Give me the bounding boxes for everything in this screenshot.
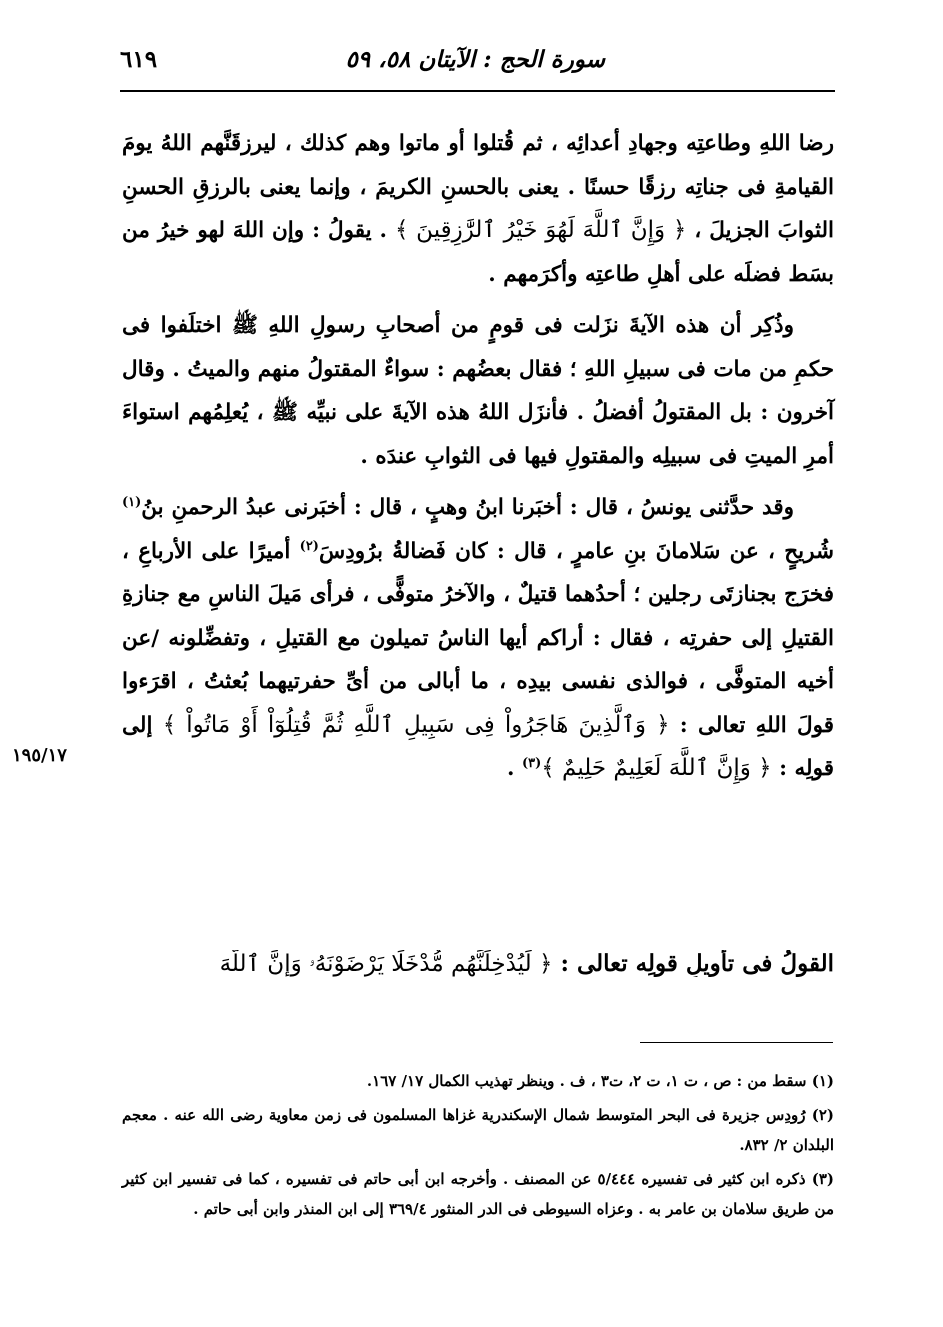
footnote-3: (٣) ذكره ابن كثير فى تفسيره ٥/٤٤٤ عن المصنف . وأخرجه ابن أبى حاتم فى تفسيره ، كما فى تفسير ابن كثير من طريق سلامان بن عامر به . وعزاه السيوطى فى الدر المنثور ٣٦٩/٤ إلى ابن المنذر وابن أبى حاتم . xyxy=(122,1170,834,1218)
text-run: وقد حدَّثنى يونسُ ، قال : أخبَرنا ابنُ وهبٍ ، قال : أخبَرنى عبدُ الرحمنِ بنُ xyxy=(141,495,794,520)
text-run: إلى قولِه : xyxy=(122,712,834,781)
footnote-divider xyxy=(640,1042,833,1043)
footnote-1: (١) سقط من : ص ، ت ١، ت ٢، ت٣ ، ف . وينظر تهذيب الكمال ١٧/ ١٦٧. xyxy=(366,1072,834,1090)
text-run: شُريحٍ ، عن سَلامانَ بنِ عامرٍ ، قال : كان فَضالةُ برُودِسَ xyxy=(318,538,834,564)
header-divider xyxy=(120,90,835,92)
surah-title: سورة الحج : الآيتان ٥٨، ٥٩ xyxy=(345,46,605,73)
heading-text: القولُ فى تأويلِ قولِه تعالى : xyxy=(552,950,834,977)
paragraph-3 xyxy=(122,486,834,791)
footnote-ref-1[interactable]: (١) xyxy=(122,494,142,510)
text-run: . يقولُ : وإن اللهَ لهو خيرُ من بسَط فضلَه على أهلِ طاعتِه وأكرَمهم . xyxy=(122,218,834,287)
main-text xyxy=(122,122,834,799)
text-run: أميرًا على الأرباعِ ، فخرَج بجنازتَى رجلين ؛ أحدُهما قتيلٌ ، والآخرُ متوفًّى ، فرأى مَيلَ الناسِ مع جنازةِ القتيلِ إلى حفرتِه ، فقال : أراكم أيها الناسُ تميلون مع القتيلِ ، وتفضِّلونه /عن أخيه المتوفَّى ، فوالذى نفسى بيدِه ، ما أبالى من أىِّ حفرتيهما بُعثتُ ، اقرَءوا قولَ اللهِ تعالى : xyxy=(122,538,834,738)
footnote-ref-2[interactable]: (٢) xyxy=(299,538,319,554)
paragraph-1 xyxy=(122,122,834,296)
quran-verse: ﴿ وَإِنَّ ٱللَّهَ لَعَلِيمٌ حَلِيمٌ ﴾ xyxy=(541,755,772,781)
quran-verse: ﴿ لَيُدْخِلَنَّهُم مُّدْخَلًا يَرْضَوْنَهُۥ وَإِنَّ ٱللَّهَ xyxy=(219,951,553,977)
footnote-ref-3[interactable]: (٣) xyxy=(521,755,542,771)
section-heading xyxy=(122,950,834,977)
footnote-2: (٢) رُودِس جزيرة فى البحر المتوسط شمال الإسكندرية غزاها المسلمون فى زمن معاوية رضى الله عنه . معجم البلدان ٢/ ٨٣٢. xyxy=(122,1106,834,1154)
margin-reference: ١٩٥/١٧ xyxy=(12,745,67,766)
text-run: رضا اللهِ وطاعتِه وجهادِ أعدائِه ، ثم قُتلوا أو ماتوا وهم كذلك ، ليرزقَنَّهم اللهُ يومَ القيامةِ فى جناتِه رزقًا حسنًا . يعنى بالحسنِ الكريمَ ، وإنما يعنى بالرزقِ الحسنِ الثوابَ الجزيلَ ، xyxy=(122,131,834,243)
page-number: ٦١٩ xyxy=(120,46,158,73)
quran-verse: ﴿ وَإِنَّ ٱللَّهَ لَهُوَ خَيْرُ ٱلرَّٰزِقِينَ ﴾ xyxy=(394,217,687,243)
quran-verse: ﴿ وَٱلَّذِينَ هَاجَرُواْ فِى سَبِيلِ ٱللَّهِ ثُمَّ قُتِلُوٓاْ أَوْ مَاتُواْ ﴾ xyxy=(162,711,670,738)
text-run: . xyxy=(506,756,522,781)
paragraph-2: وذُكِر أن هذه الآيةَ نزَلت فى قومٍ من أصحابِ رسولِ اللهِ ﷺ اختلَفوا فى حكمِ من مات فى سبيلِ اللهِ ؛ فقال بعضُهم : سواءٌ المقتولُ منهم والميتُ . وقال آخرون : بل المقتولُ أفضلُ . فأنزَل اللهُ هذه الآيةَ على نبيِّه ﷺ ، يُعلِمُهم استواءَ أمرِ الميتِ فى سبيلِه والمقتولِ فيها فى الثوابِ عندَه . xyxy=(122,313,834,469)
footnotes xyxy=(122,1066,834,1228)
running-header xyxy=(120,40,835,84)
